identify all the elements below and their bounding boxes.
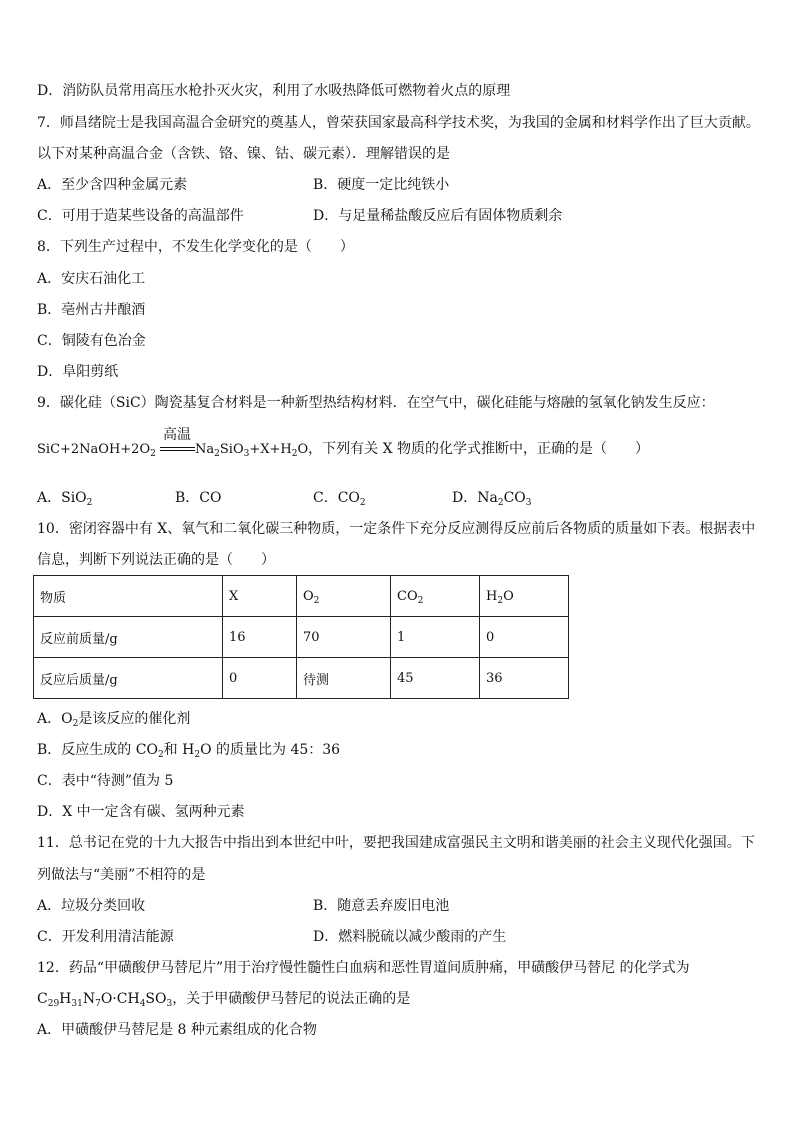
q9-option-a [37, 489, 92, 507]
q7-option-a: A．至少含四种金属元素 [37, 177, 188, 193]
q9-rhs-si-sub: 3 [243, 449, 250, 459]
q11-option-c: C．开发利用清洁能源 [37, 929, 174, 945]
eq-line-bottom [160, 450, 195, 451]
q9-option-b [175, 489, 221, 507]
q7-stem-line2: 以下对某种高温合金（含铁、铬、镍、钴、碳元素）．理解错误的是 [37, 146, 450, 162]
table-cell: 16 [223, 617, 297, 658]
q9-option-a-sub: 2 [86, 498, 93, 508]
q9-option-d [452, 489, 532, 507]
table-cell: 反应前质量/g [34, 617, 223, 658]
q9-condition: 高温 [163, 427, 191, 443]
q7-option-b: B．硬度一定比纯铁小 [313, 177, 450, 193]
q9-option-c-sub: 2 [359, 498, 366, 508]
q10-option-d: D．X 中一定含有碳、氢两种元素 [37, 804, 245, 820]
q9-option-d-main: D．Na [452, 490, 498, 506]
q8-option-a: A．安庆石油化工 [37, 271, 146, 287]
q9-formula-lhs: SiC+2NaOH+2O [37, 442, 151, 457]
table-cell: 1 [391, 617, 480, 658]
table-header-cell: 物质 [34, 576, 223, 617]
q10-stem-line2: 信息，判断下列说法正确的是（ ） [37, 552, 275, 568]
q10-option-c: C．表中“待测”值为 5 [37, 773, 174, 789]
q9-option-a-main: A．SiO [37, 490, 87, 506]
table-cell: 0 [223, 658, 297, 699]
q11-option-b: B．随意丢弃废旧电池 [313, 898, 450, 914]
q9-reaction-arrow [160, 427, 195, 458]
q9-rhs-si: SiO [219, 442, 244, 457]
q12-option-a: A．甲磺酸伊马替尼是 8 种元素组成的化合物 [37, 1022, 317, 1038]
q7-stem-line1: 7．师昌绪院士是我国高温合金研究的奠基人，曾荣获国家最高科学技术奖，为我国的金属和材料学作出了巨大贡献。 [37, 115, 760, 131]
q12-formula-line: $C_{29}H_{31}N_7O\cdot CH_4SO_3$，关于甲磺酸伊马替尼的说法正确的是 [37, 991, 411, 1009]
q11-stem-line1: 11．总书记在党的十九大报告中指出到本世纪中叶，要把我国建成富强民主文明和谐美丽的社会主义现代化强国。下 [37, 835, 755, 851]
table-header-cell: X [223, 576, 297, 617]
table-cell: 70 [297, 617, 391, 658]
q8-stem: 8．下列生产过程中，不发生化学变化的是（ ） [37, 239, 354, 255]
table-cell: 36 [480, 658, 569, 699]
table-cell: 反应后质量/g [34, 658, 223, 699]
q6-option-d: D．消防队员常用高压水枪扑灭火灾，利用了水吸热降低可燃物着火点的原理 [37, 83, 511, 99]
q9-option-c [313, 489, 366, 507]
table-header-cell: $O_2$ [297, 576, 391, 617]
q10-option-b: B．反应生成的 $CO_2$和 $H_2O$ 的质量比为 45：36 [37, 742, 341, 760]
q10-stem-line1: 10．密闭容器中有 X、氧气和二氧化碳三种物质，一定条件下充分反应测得反应前后各物质的质量如下表。根据表中 [37, 521, 756, 537]
table-header-cell: $CO_2$ [391, 576, 480, 617]
table-header-cell: $H_2O$ [480, 576, 569, 617]
q9-formula-lhs-sub: 2 [150, 449, 156, 459]
q9-rhs-h-sub: 2 [291, 449, 298, 459]
q9-option-d-sub2: 3 [525, 498, 532, 508]
q11-option-d: D．燃料脱硫以减少酸雨的产生 [313, 929, 507, 945]
q10-option-a: A．$O_2$是该反应的催化剂 [37, 711, 191, 729]
q9-equation [37, 427, 650, 459]
q9-rhs-rest: +X+H [249, 442, 292, 457]
q7-option-d: D．与足量稀盐酸反应后有固体物质剩余 [313, 208, 563, 224]
q11-stem-line2: 列做法与“美丽”不相符的是 [37, 867, 206, 883]
q11-option-a: A．垃圾分类回收 [37, 898, 146, 914]
q9-formula-tail: ，下列有关 X 物质的化学式推断中，正确的是（ ） [308, 441, 650, 457]
q8-option-c: C．铜陵有色冶金 [37, 333, 146, 349]
q9-rhs-na: Na [195, 442, 215, 457]
table-cell: 0 [480, 617, 569, 658]
q9-option-c-main: C．CO [313, 490, 360, 506]
q8-option-d: D．阜阳剪纸 [37, 364, 119, 380]
table-cell: 45 [391, 658, 480, 699]
q9-option-b-main: B．CO [175, 490, 222, 506]
q8-option-b: B．亳州古井酿酒 [37, 302, 146, 318]
q9-rhs-o: O [297, 442, 309, 457]
q9-rhs-na-sub: 2 [214, 449, 220, 459]
table-header-row [34, 576, 569, 617]
q12-stem-line1: 12．药品“甲磺酸伊马替尼片”用于治疗慢性髓性白血病和恶性胃道间质肿痛，甲磺酸伊马替尼 的化学式为 [37, 960, 690, 976]
table-cell: 待测 [297, 658, 391, 699]
q9-stem: 9．碳化硅（SiC）陶瓷基复合材料是一种新型热结构材料．在空气中，碳化硅能与熔融的氢氧化钠发生反应： [37, 395, 715, 411]
table-row [34, 658, 569, 699]
q9-option-d-main2: CO [503, 490, 526, 506]
eq-line-top [160, 447, 195, 448]
table-row [34, 617, 569, 658]
q10-mass-table [33, 575, 569, 699]
q9-option-d-sub: 2 [497, 498, 504, 508]
q7-option-c: C．可用于造某些设备的高温部件 [37, 208, 244, 224]
